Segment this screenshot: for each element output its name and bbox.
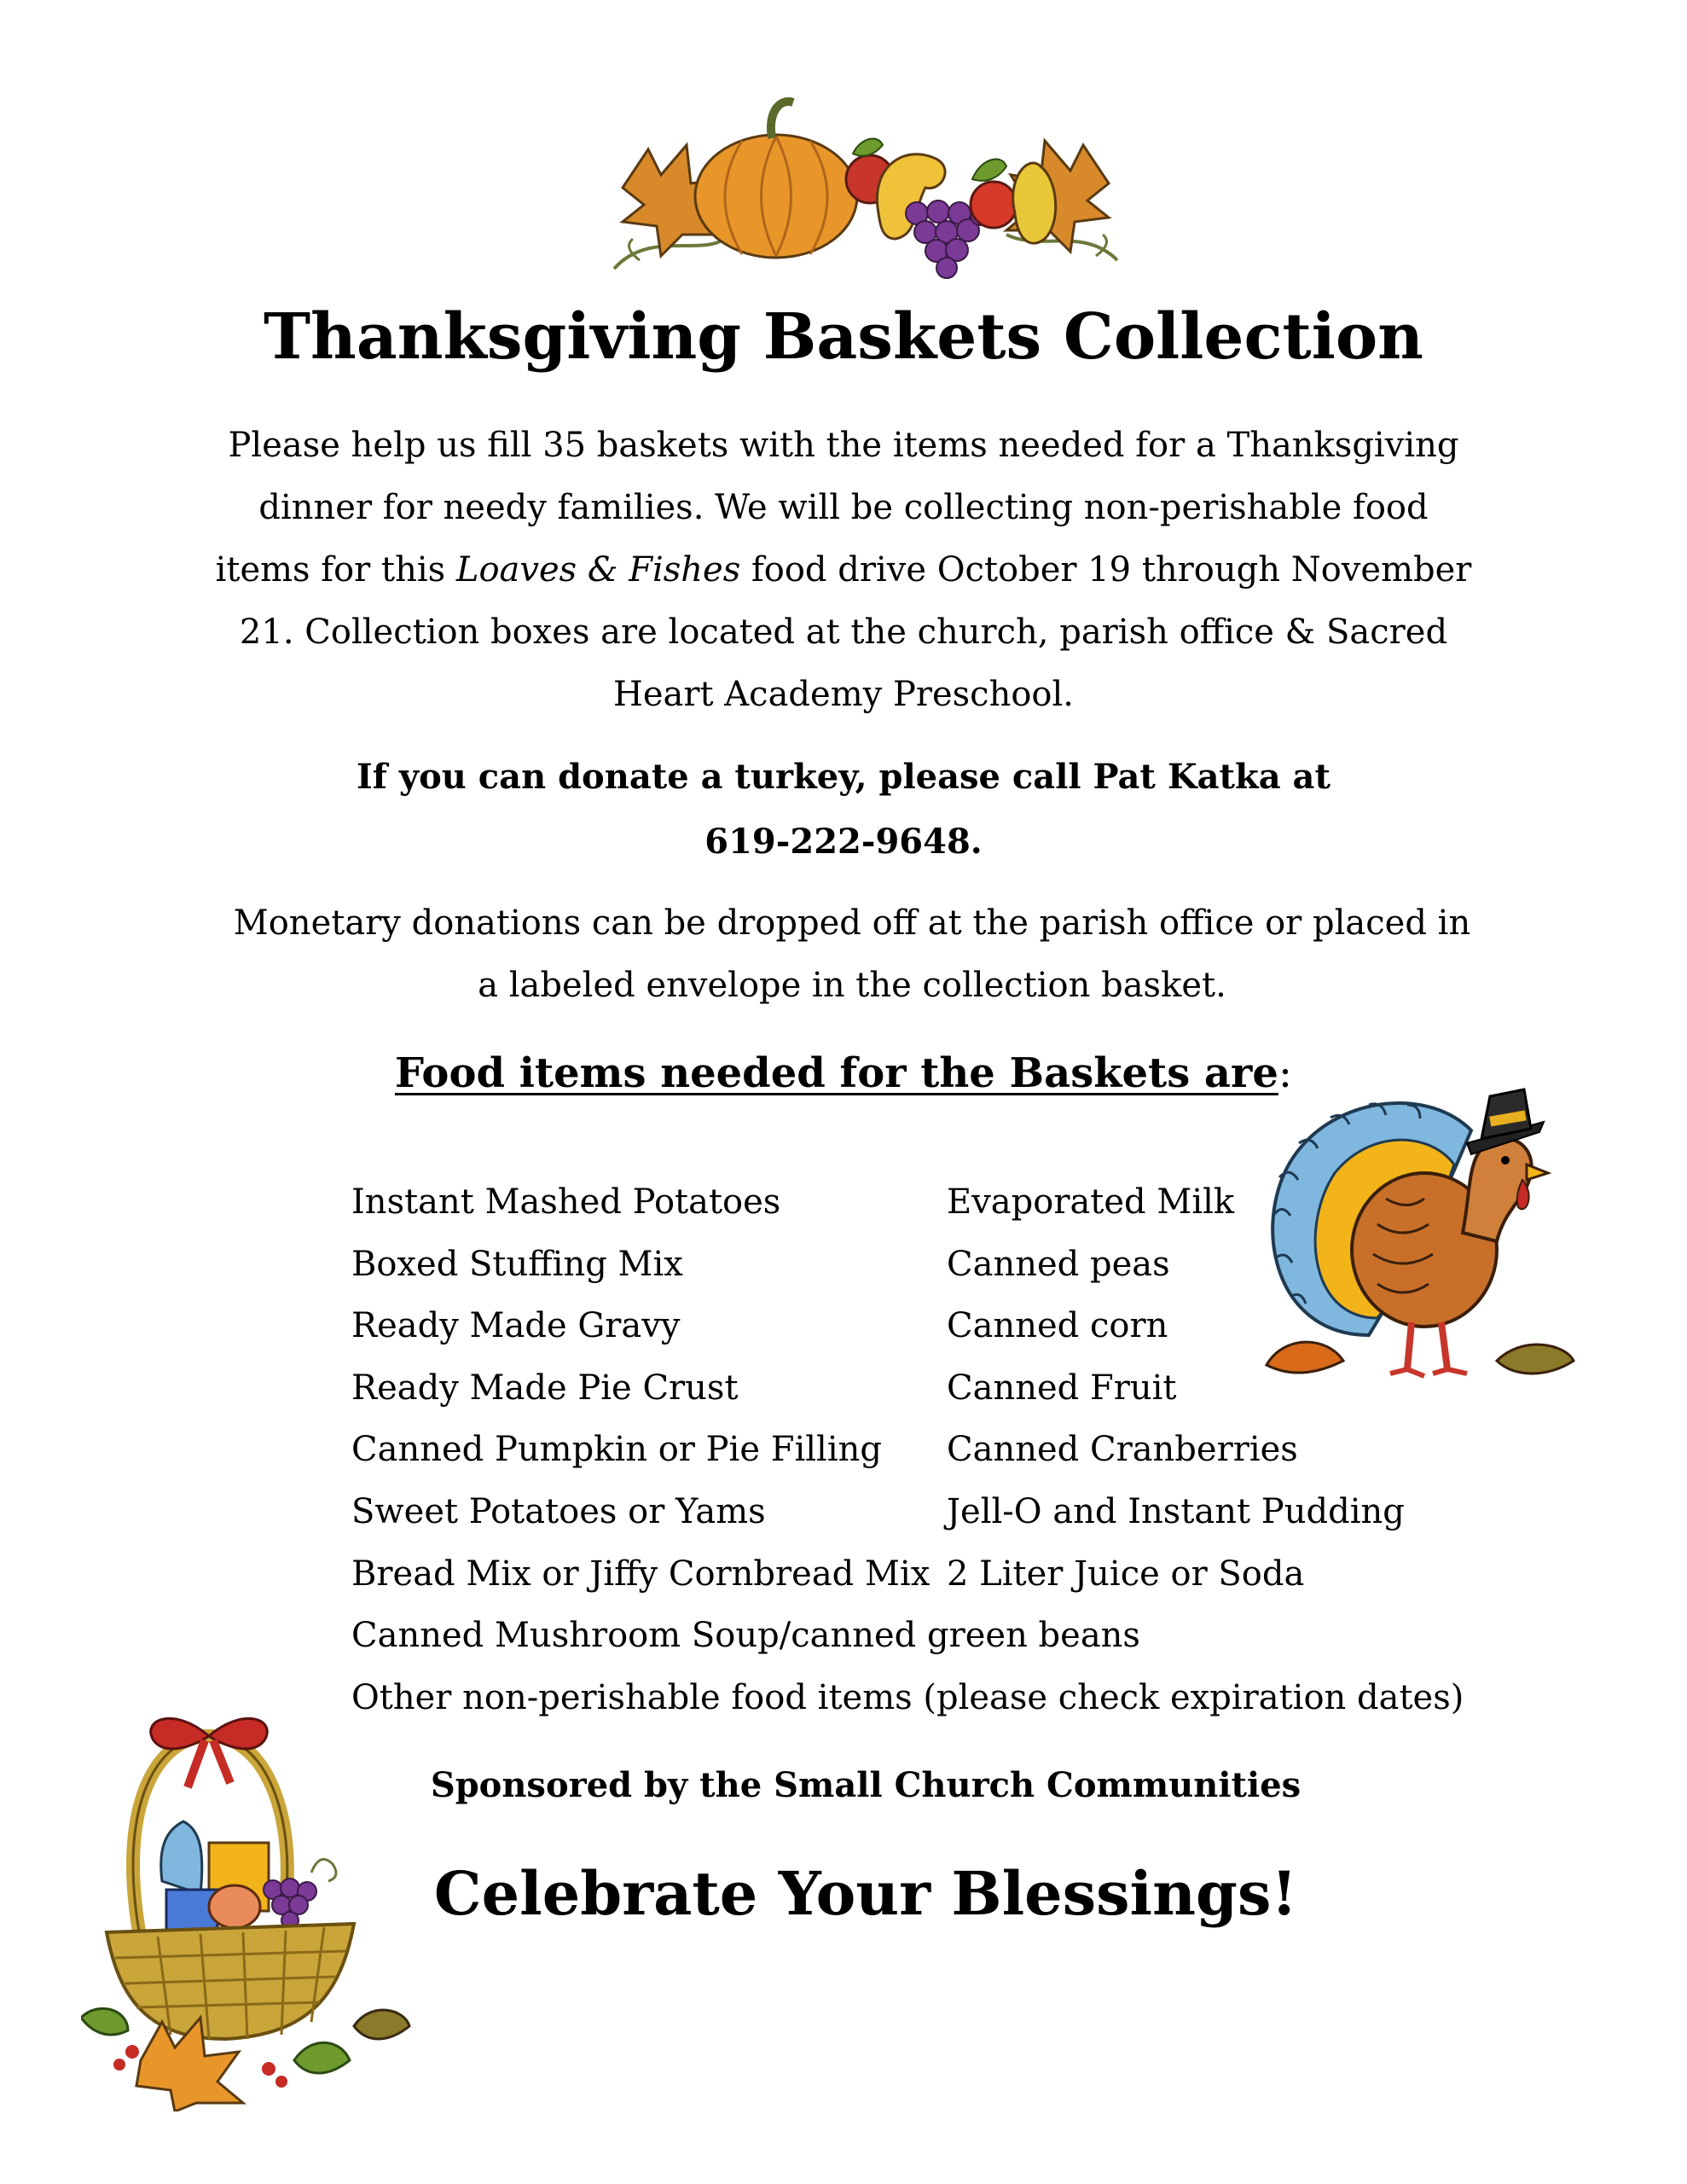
list-item: Ready Made Pie Crust: [351, 1368, 739, 1408]
intro-text-part2: food drive October 19 through November 21. Collection boxes are located at the church, parish office & Sacred Heart Academy Preschool.: [239, 550, 1472, 714]
turkey-illustration: [1249, 1079, 1578, 1399]
list-item: Canned Fruit: [947, 1368, 1177, 1408]
turkey-donation-note: [299, 745, 1388, 874]
closing-headline: Celebrate Your Blessings!: [433, 1858, 1298, 1929]
turkey-note-phone: 619-222-9648.: [704, 822, 983, 862]
turkey-note-line: If you can donate a turkey, please call Pat Katka at: [357, 757, 1330, 797]
list-item: Canned Mushroom Soup/canned green beans: [351, 1616, 1140, 1655]
items-heading-colon: :: [1278, 1049, 1293, 1097]
list-item: Bread Mix or Jiffy Cornbread Mix: [351, 1554, 930, 1594]
list-item: Canned Cranberries: [947, 1430, 1298, 1470]
flyer-title: Thanksgiving Baskets Collection: [263, 300, 1423, 374]
list-item: Boxed Stuffing Mix: [351, 1244, 683, 1284]
list-item: Instant Mashed Potatoes: [351, 1182, 781, 1222]
intro-paragraph: [213, 415, 1474, 726]
list-item: Sweet Potatoes or Yams: [351, 1491, 766, 1531]
list-item: 2 Liter Juice or Soda: [947, 1554, 1305, 1594]
items-full-width: [351, 1605, 1464, 1728]
list-item: Other non-perishable food items (please check expiration dates): [351, 1677, 1464, 1717]
sponsor-line: Sponsored by the Small Church Communities: [430, 1765, 1301, 1805]
items-heading-text: Food items needed for the Baskets are: [394, 1049, 1278, 1097]
list-item: Ready Made Gravy: [351, 1306, 681, 1346]
intro-italic-name: Loaves & Fishes: [455, 550, 741, 590]
list-item: Evaporated Milk: [947, 1182, 1235, 1222]
list-item: Canned peas: [947, 1244, 1170, 1284]
harvest-illustration: [597, 85, 1134, 282]
list-item: Canned Pumpkin or Pie Filling: [351, 1430, 882, 1470]
items-left-column: [351, 1171, 930, 1605]
intro-text-part1: Please help us fill 35 baskets with the items needed for a Thanksgiving dinner for needy families. We will be collecting non-perishable food items for this: [215, 426, 1459, 590]
list-item: Canned corn: [947, 1306, 1168, 1346]
list-item: Jell-O and Instant Pudding: [947, 1491, 1405, 1531]
monetary-donations-paragraph: Monetary donations can be dropped off at the parish office or placed in a labeled envelope in the collection basket.: [233, 903, 1471, 1005]
